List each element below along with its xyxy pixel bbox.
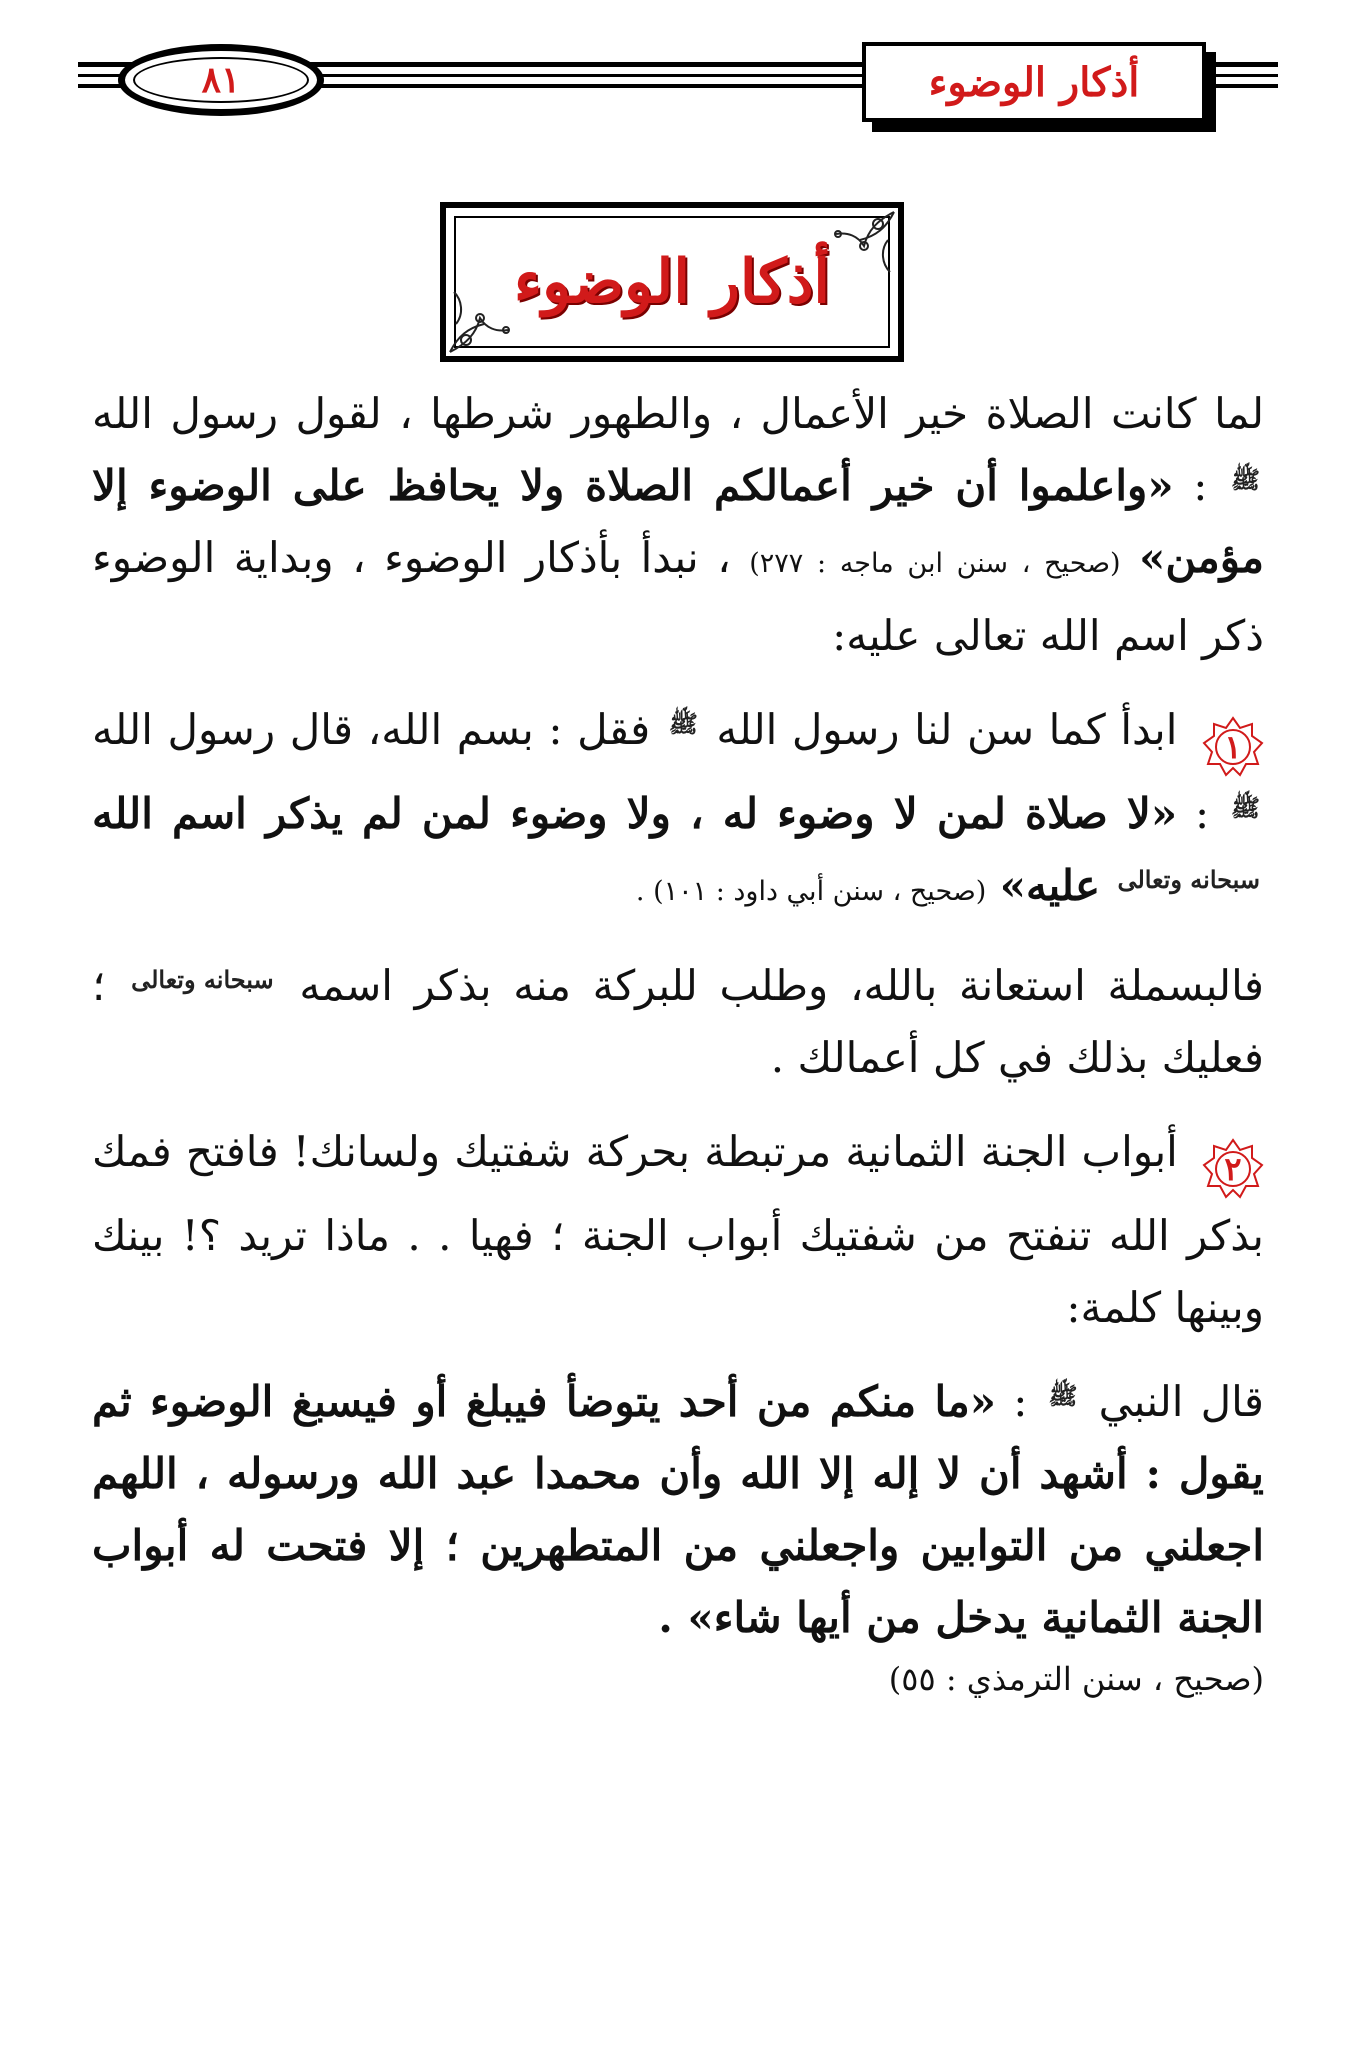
page-number: ٨١: [201, 59, 241, 101]
point-1-paragraph-2: فالبسملة استعانة بالله، وطلب للبركة منه بذكر اسمه سبحانه وتعالى ؛ فعليك بذلك في كل أعمالك .: [92, 961, 1264, 1082]
body-text: [92, 378, 1264, 1704]
point-number-badge: ٢: [1202, 1138, 1264, 1200]
hadith-3: قال النبي ﷺ : «ما منكم من أحد يتوضأ فيبلغ أو فيسبغ الوضوء ثم يقول : أشهد أن لا إله إلا الله وأن محمدا عبد الله ورسوله ، اللهم اجعلني من التوابين واجعلني من المتطهرين ؛ إلا فتحت له أبواب الجنة الثمانية يدخل من أيها شاء» .: [92, 1377, 1265, 1642]
hadith-source: (صحيح ، سنن ابن ماجه : ٢٧٧): [749, 548, 1121, 579]
pbuh-salutation-icon: ﷺ: [1230, 465, 1260, 494]
pbuh-salutation-icon: ﷺ: [1048, 1381, 1078, 1410]
hadith-source: (صحيح ، سنن الترمذي : ٥٥): [888, 1660, 1264, 1698]
point-1: ١ ابدأ كما سن لنا رسول الله ﷺ فقل : بسم الله، قال رسول الله ﷺ : «لا صلاة لمن لا وضوء له ، ولا وضوء لمن لم يذكر اسم الله سبحانه وتعالى عليه» (صحيح ، سنن أبي داود : ١٠١) .: [92, 694, 1264, 928]
chapter-title-box: [440, 202, 904, 362]
hadith-text: «ما منكم من أحد يتوضأ فيبلغ أو فيسبغ الوضوء ثم يقول : أشهد أن لا إله إلا الله وأن محمدا عبد الله ورسوله ، اللهم اجعلني من التوابين واجعلني من المتطهرين ؛ إلا فتحت له أبواب الجنة الثمانية يدخل من أيها شاء» .: [92, 1377, 1264, 1642]
intro-paragraph: لما كانت الصلاة خير الأعمال ، والطهور شرطها ، لقول رسول الله ﷺ : «واعلموا أن خير أعمالكم الصلاة ولا يحافظ على الوضوء إلا مؤمن» (صحيح ، سنن ابن ماجه : ٢٧٧) ، نبدأ بأذكار الوضوء ، وبداية الوضوء ذكر اسم الله تعالى عليه:: [92, 389, 1264, 660]
pbuh-salutation-icon: ﷺ: [668, 709, 698, 738]
chapter-title: أذكار الوضوء: [513, 247, 831, 317]
running-title: أذكار الوضوء: [928, 58, 1140, 106]
pbuh-salutation-icon: ﷺ: [1231, 793, 1260, 822]
page-number-badge: [118, 44, 324, 116]
hadith-text: «لا صلاة لمن لا وضوء له ، ولا وضوء لمن لم يذكر اسم الله: [92, 789, 1178, 838]
swt-salutation-icon: سبحانه وتعالى: [1117, 865, 1260, 894]
point-number-badge: ١: [1202, 716, 1264, 778]
swt-salutation-icon: سبحانه وتعالى: [131, 965, 274, 994]
running-title-box: [862, 42, 1206, 122]
hadith-source: (صحيح ، سنن أبي داود : ١٠١) .: [635, 876, 987, 907]
hadith-text: «واعلموا أن خير أعمالكم الصلاة ولا يحافظ على الوضوء إلا مؤمن»: [92, 461, 1264, 582]
point-2: ٢ أبواب الجنة الثمانية مرتبطة بحركة شفتيك ولسانك! فافتح فمك بذكر الله تنفتح من شفتيك أبواب الجنة ؛ فهيا . . ماذا تريد ؟! بينك وبينها كلمة:: [92, 1127, 1264, 1332]
